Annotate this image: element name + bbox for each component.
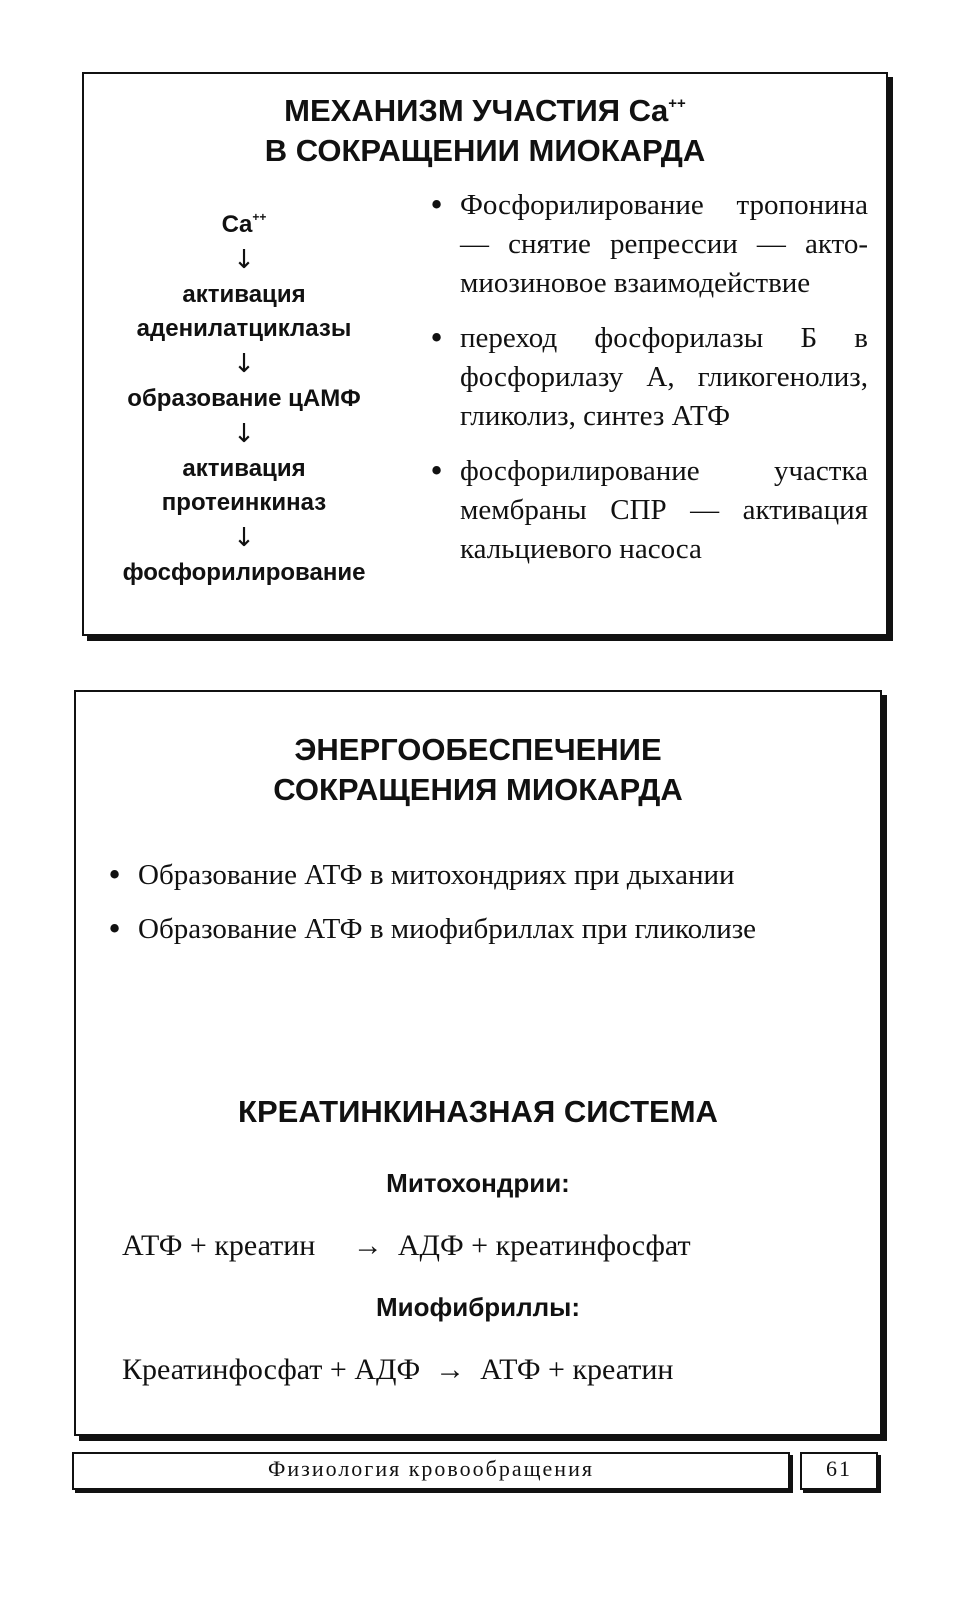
list-item: • Образование АТФ в митохондриях при дыхании [106, 856, 848, 895]
calcium-mechanism-panel [82, 72, 888, 636]
panel2-title-line1: ЭНЕРГООБЕСПЕЧЕНИЕ [294, 732, 662, 767]
bullet-icon: • [428, 454, 446, 488]
list-item: • Фосфорилирование тропонина — снятие репрессии — акто-миозиновое взаимодействие [428, 188, 868, 299]
panel1-title [84, 84, 886, 171]
energy-supply-panel [74, 690, 882, 1436]
panel1-title-sup: ++ [668, 95, 686, 112]
myofibrils-equation: Креатинфосфат + АДФ → АТФ + креатин [122, 1353, 674, 1386]
page-number: 61 [800, 1452, 878, 1490]
panel1-title-line2: В СОКРАЩЕНИИ МИОКАРДА [264, 133, 706, 168]
down-arrow-icon: ↓ [233, 245, 255, 275]
down-arrow-icon: ↓ [233, 419, 255, 449]
activation-chain [84, 200, 404, 590]
bullet-icon: • [106, 912, 124, 946]
chain-step4: фосфорилирование [122, 559, 366, 586]
down-arrow-icon: ↓ [233, 349, 255, 379]
panel1-title-line1: МЕХАНИЗМ УЧАСТИЯ Ca [284, 93, 669, 128]
down-arrow-icon: ↓ [233, 523, 255, 553]
chain-step1-line2: аденилатциклазы [136, 315, 352, 342]
panel2-title-line2: СОКРАЩЕНИЯ МИОКАРДА [273, 772, 683, 807]
list-item: • Образование АТФ в миофибриллах при гликолизе [106, 910, 848, 949]
list-item: • фосфорилирование участка мембраны СПР — активация кальциевого насоса [428, 454, 868, 565]
mitochondria-equation: АТФ + креатин → АДФ + креатинфосфат [122, 1229, 691, 1262]
panel1-bullet-list [428, 186, 868, 585]
mitochondria-label: Митохондрии: [386, 1168, 570, 1198]
panel2-title [76, 730, 880, 810]
list-item: • переход фосфорилазы Б в фосфорилазу А, гликогенолиз, гликолиз, синтез АТФ [428, 321, 868, 432]
chain-start: Ca++ [221, 210, 267, 238]
chain-step3-line1: активация [182, 455, 306, 482]
creatine-kinase-heading: КРЕАТИНКИНАЗНАЯ СИСТЕМА [238, 1094, 718, 1129]
footer-running-title: Физиология кровообращения [72, 1452, 790, 1490]
chain-step3-line2: протеинкиназ [161, 489, 327, 516]
chain-step1-line1: активация [182, 281, 306, 308]
panel2-bullet-list [106, 856, 848, 964]
myofibrils-label: Миофибриллы: [375, 1292, 581, 1322]
bullet-icon: • [428, 188, 446, 222]
chain-step2: образование цАМФ [127, 385, 361, 412]
bullet-icon: • [428, 321, 446, 355]
bullet-icon: • [106, 858, 124, 892]
